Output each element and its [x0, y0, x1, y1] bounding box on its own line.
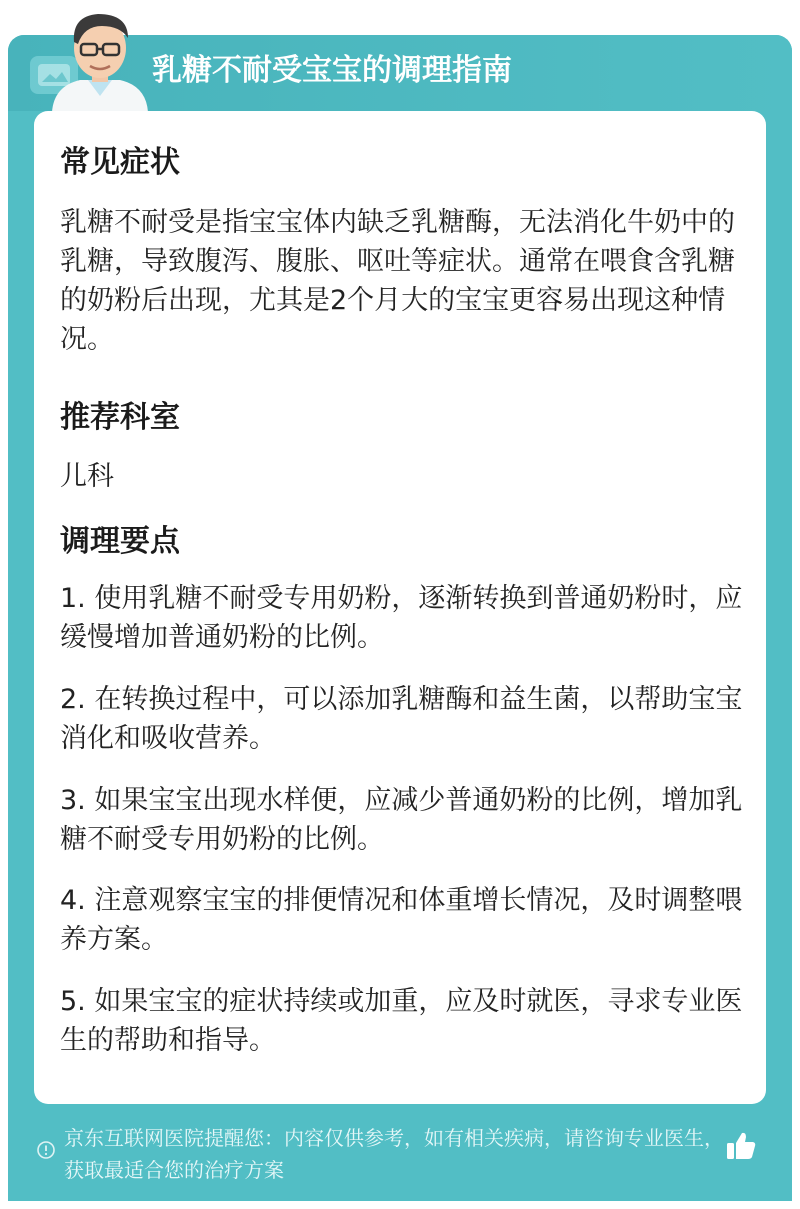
care-item: 3. 如果宝宝出现水样便，应减少普通奶粉的比例，增加乳糖不耐受专用奶粉的比例。	[60, 785, 743, 855]
doctor-avatar-icon	[44, 4, 156, 112]
thumbs-up-icon[interactable]	[724, 1129, 758, 1163]
care-item: 5. 如果宝宝的症状持续或加重，应及时就医，寻求专业医生的帮助和指导。	[60, 986, 743, 1056]
care-heading: 调理要点	[60, 524, 180, 559]
info-icon	[36, 1140, 56, 1160]
content-card	[34, 111, 766, 1104]
footer	[8, 1104, 792, 1201]
symptoms-text: 乳糖不耐受是指宝宝体内缺乏乳糖酶，无法消化牛奶中的乳糖，导致腹泻、腹胀、呕吐等症状。通常在喂食含乳糖的奶粉后出现，尤其是2个月大的宝宝更容易出现这种情况。	[60, 207, 735, 355]
page-title: 乳糖不耐受宝宝的调理指南	[152, 53, 512, 88]
disclaimer-text: 京东互联网医院提醒您：内容仅供参考，如有相关疾病，请咨询专业医生，获取最适合您的治疗方案	[64, 1126, 724, 1182]
department-heading: 推荐科室	[60, 400, 180, 435]
symptoms-heading: 常见症状	[60, 145, 180, 180]
care-item: 4. 注意观察宝宝的排便情况和体重增长情况，及时调整喂养方案。	[60, 885, 743, 955]
department-text: 儿科	[60, 461, 114, 492]
care-item: 2. 在转换过程中，可以添加乳糖酶和益生菌，以帮助宝宝消化和吸收营养。	[60, 684, 743, 754]
care-item: 1. 使用乳糖不耐受专用奶粉，逐渐转换到普通奶粉时，应缓慢增加普通奶粉的比例。	[60, 583, 743, 653]
